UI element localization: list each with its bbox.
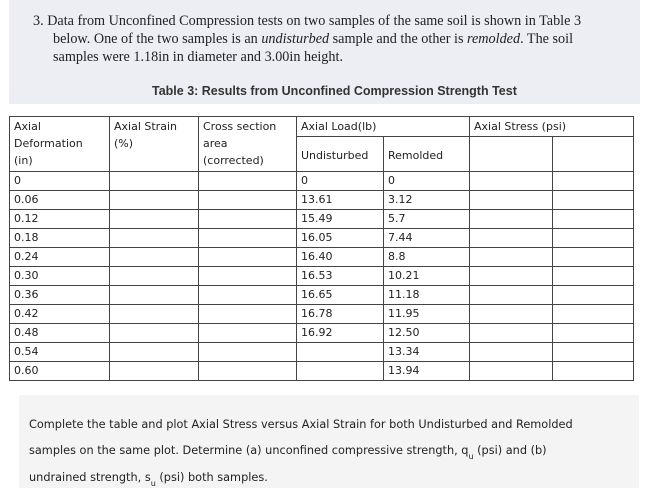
cell-load-remolded: 11.18 bbox=[384, 286, 470, 305]
cell-stress-undisturbed bbox=[470, 248, 553, 267]
cell-axial-strain bbox=[110, 267, 199, 286]
cell-axial-strain bbox=[110, 191, 199, 210]
cell-load-undisturbed: 16.78 bbox=[297, 305, 384, 324]
cell-axial-deformation: 0.30 bbox=[10, 267, 110, 286]
cell-axial-deformation: 0.60 bbox=[10, 362, 110, 381]
header-stress-undisturbed-blank bbox=[470, 137, 553, 172]
cell-axial-strain bbox=[110, 172, 199, 191]
cell-stress-remolded bbox=[553, 343, 634, 362]
results-table bbox=[9, 116, 634, 381]
cell-load-undisturbed: 0 bbox=[297, 172, 384, 191]
problem-line-2 bbox=[33, 30, 633, 48]
cell-load-undisturbed: 16.05 bbox=[297, 229, 384, 248]
undisturbed-term: undisturbed bbox=[261, 31, 330, 47]
cell-stress-remolded bbox=[553, 172, 634, 191]
table-row bbox=[10, 343, 634, 362]
cell-load-undisturbed: 16.40 bbox=[297, 248, 384, 267]
cell-axial-strain bbox=[110, 229, 199, 248]
cell-stress-remolded bbox=[553, 191, 634, 210]
cell-axial-strain bbox=[110, 324, 199, 343]
cell-stress-undisturbed bbox=[470, 362, 553, 381]
cell-stress-remolded bbox=[553, 286, 634, 305]
cell-stress-undisturbed bbox=[470, 229, 553, 248]
cell-stress-undisturbed bbox=[470, 324, 553, 343]
header-axial-deformation-line-1: Axial bbox=[14, 120, 41, 133]
instructions-line-1: Complete the table and plot Axial Stress versus Axial Strain for both Undisturbed and Remolded bbox=[29, 418, 573, 431]
cell-cross-section-area bbox=[199, 172, 297, 191]
table-row bbox=[10, 248, 634, 267]
cell-load-remolded: 10.21 bbox=[384, 267, 470, 286]
header-axial-strain bbox=[110, 117, 199, 172]
cell-cross-section-area bbox=[199, 191, 297, 210]
cell-load-undisturbed bbox=[297, 362, 384, 381]
cell-axial-deformation: 0.18 bbox=[10, 229, 110, 248]
header-axial-stress: Axial Stress (psi) bbox=[470, 117, 634, 137]
table-row bbox=[10, 305, 634, 324]
cell-stress-undisturbed bbox=[470, 305, 553, 324]
header-row-1 bbox=[10, 117, 634, 137]
header-cross-section-line-2: area bbox=[203, 137, 228, 150]
cell-cross-section-area bbox=[199, 248, 297, 267]
cell-cross-section-area bbox=[199, 267, 297, 286]
cell-axial-strain bbox=[110, 362, 199, 381]
cell-axial-deformation: 0.48 bbox=[10, 324, 110, 343]
cell-cross-section-area bbox=[199, 229, 297, 248]
cell-axial-strain bbox=[110, 210, 199, 229]
table-row bbox=[10, 191, 634, 210]
cell-stress-remolded bbox=[553, 324, 634, 343]
cell-axial-deformation: 0.36 bbox=[10, 286, 110, 305]
cell-cross-section-area bbox=[199, 324, 297, 343]
cell-stress-undisturbed bbox=[470, 343, 553, 362]
cell-axial-strain bbox=[110, 286, 199, 305]
table-row bbox=[10, 172, 634, 191]
header-axial-load: Axial Load(lb) bbox=[297, 117, 470, 137]
table-row bbox=[10, 267, 634, 286]
remolded-term: remolded bbox=[467, 31, 521, 47]
instructions-line-3a: undrained strength, s bbox=[29, 471, 151, 484]
problem-statement bbox=[33, 12, 633, 66]
cell-axial-deformation: 0.54 bbox=[10, 343, 110, 362]
table-row bbox=[10, 210, 634, 229]
problem-line-2e: . The soil bbox=[520, 31, 574, 47]
cell-axial-deformation: 0.24 bbox=[10, 248, 110, 267]
cell-cross-section-area bbox=[199, 343, 297, 362]
instructions-block bbox=[19, 395, 639, 488]
qu-subscript: u bbox=[468, 452, 474, 461]
cell-load-undisturbed: 16.92 bbox=[297, 324, 384, 343]
header-stress-remolded-blank bbox=[553, 137, 634, 172]
header-axial-deformation-line-3: (in) bbox=[14, 154, 33, 167]
problem-line-2a: below. One of the two samples is an bbox=[53, 31, 262, 47]
cell-axial-strain bbox=[110, 305, 199, 324]
cell-load-undisturbed: 16.65 bbox=[297, 286, 384, 305]
cell-stress-undisturbed bbox=[470, 172, 553, 191]
cell-cross-section-area bbox=[199, 305, 297, 324]
cell-load-undisturbed: 16.53 bbox=[297, 267, 384, 286]
cell-stress-undisturbed bbox=[470, 286, 553, 305]
problem-line-1: 3. Data from Unconfined Compression tests on two samples of the same soil is shown in Table 3 bbox=[33, 13, 582, 29]
instructions-line-2b: (psi) and (b) bbox=[473, 444, 547, 457]
cell-stress-undisturbed bbox=[470, 267, 553, 286]
header-cross-section-line-3: (corrected) bbox=[203, 154, 264, 167]
problem-line-3: samples were 1.18in in diameter and 3.00in height. bbox=[53, 49, 343, 65]
cell-load-remolded: 13.94 bbox=[384, 362, 470, 381]
cell-stress-remolded bbox=[553, 305, 634, 324]
instructions-line-2 bbox=[29, 438, 634, 465]
cell-load-remolded: 0 bbox=[384, 172, 470, 191]
results-table-wrapper bbox=[9, 116, 634, 381]
cell-axial-strain bbox=[110, 343, 199, 362]
header-cross-section-line-1: Cross section bbox=[203, 120, 277, 133]
header-axial-strain-line-2: (%) bbox=[114, 137, 134, 150]
header-axial-strain-line-1: Axial Strain bbox=[114, 120, 177, 133]
cell-axial-deformation: 0.12 bbox=[10, 210, 110, 229]
cell-load-remolded: 3.12 bbox=[384, 191, 470, 210]
table-row bbox=[10, 362, 634, 381]
header-remolded: Remolded bbox=[384, 137, 470, 172]
cell-load-remolded: 11.95 bbox=[384, 305, 470, 324]
problem-line-2c: sample and the other is bbox=[329, 31, 468, 47]
cell-stress-remolded bbox=[553, 248, 634, 267]
cell-stress-remolded bbox=[553, 229, 634, 248]
cell-cross-section-area bbox=[199, 286, 297, 305]
cell-axial-deformation: 0.06 bbox=[10, 191, 110, 210]
cell-load-remolded: 13.34 bbox=[384, 343, 470, 362]
cell-load-undisturbed bbox=[297, 343, 384, 362]
cell-axial-deformation: 0.42 bbox=[10, 305, 110, 324]
table-row bbox=[10, 229, 634, 248]
table-caption: Table 3: Results from Unconfined Compression Strength Test bbox=[152, 84, 517, 98]
cell-axial-deformation: 0 bbox=[10, 172, 110, 191]
cell-load-remolded: 8.8 bbox=[384, 248, 470, 267]
cell-cross-section-area bbox=[199, 210, 297, 229]
cell-stress-remolded bbox=[553, 267, 634, 286]
cell-stress-undisturbed bbox=[470, 210, 553, 229]
cell-load-remolded: 12.50 bbox=[384, 324, 470, 343]
cell-load-remolded: 7.44 bbox=[384, 229, 470, 248]
table-row bbox=[10, 286, 634, 305]
cell-axial-strain bbox=[110, 248, 199, 267]
header-axial-deformation bbox=[10, 117, 110, 172]
instructions-line-3b: (psi) both samples. bbox=[155, 471, 268, 484]
header-cross-section-area bbox=[199, 117, 297, 172]
header-axial-deformation-line-2: Deformation bbox=[14, 137, 83, 150]
cell-stress-remolded bbox=[553, 210, 634, 229]
instructions-text bbox=[29, 412, 634, 492]
cell-stress-undisturbed bbox=[470, 191, 553, 210]
cell-load-undisturbed: 13.61 bbox=[297, 191, 384, 210]
problem-statement-block bbox=[9, 0, 640, 104]
instructions-line-2a: samples on the same plot. Determine (a) unconfined compressive strength, q bbox=[29, 444, 469, 457]
cell-load-remolded: 5.7 bbox=[384, 210, 470, 229]
cell-load-undisturbed: 15.49 bbox=[297, 210, 384, 229]
table-row bbox=[10, 324, 634, 343]
header-undisturbed: Undisturbed bbox=[297, 137, 384, 172]
su-subscript: u bbox=[150, 479, 156, 488]
cell-cross-section-area bbox=[199, 362, 297, 381]
cell-stress-remolded bbox=[553, 362, 634, 381]
